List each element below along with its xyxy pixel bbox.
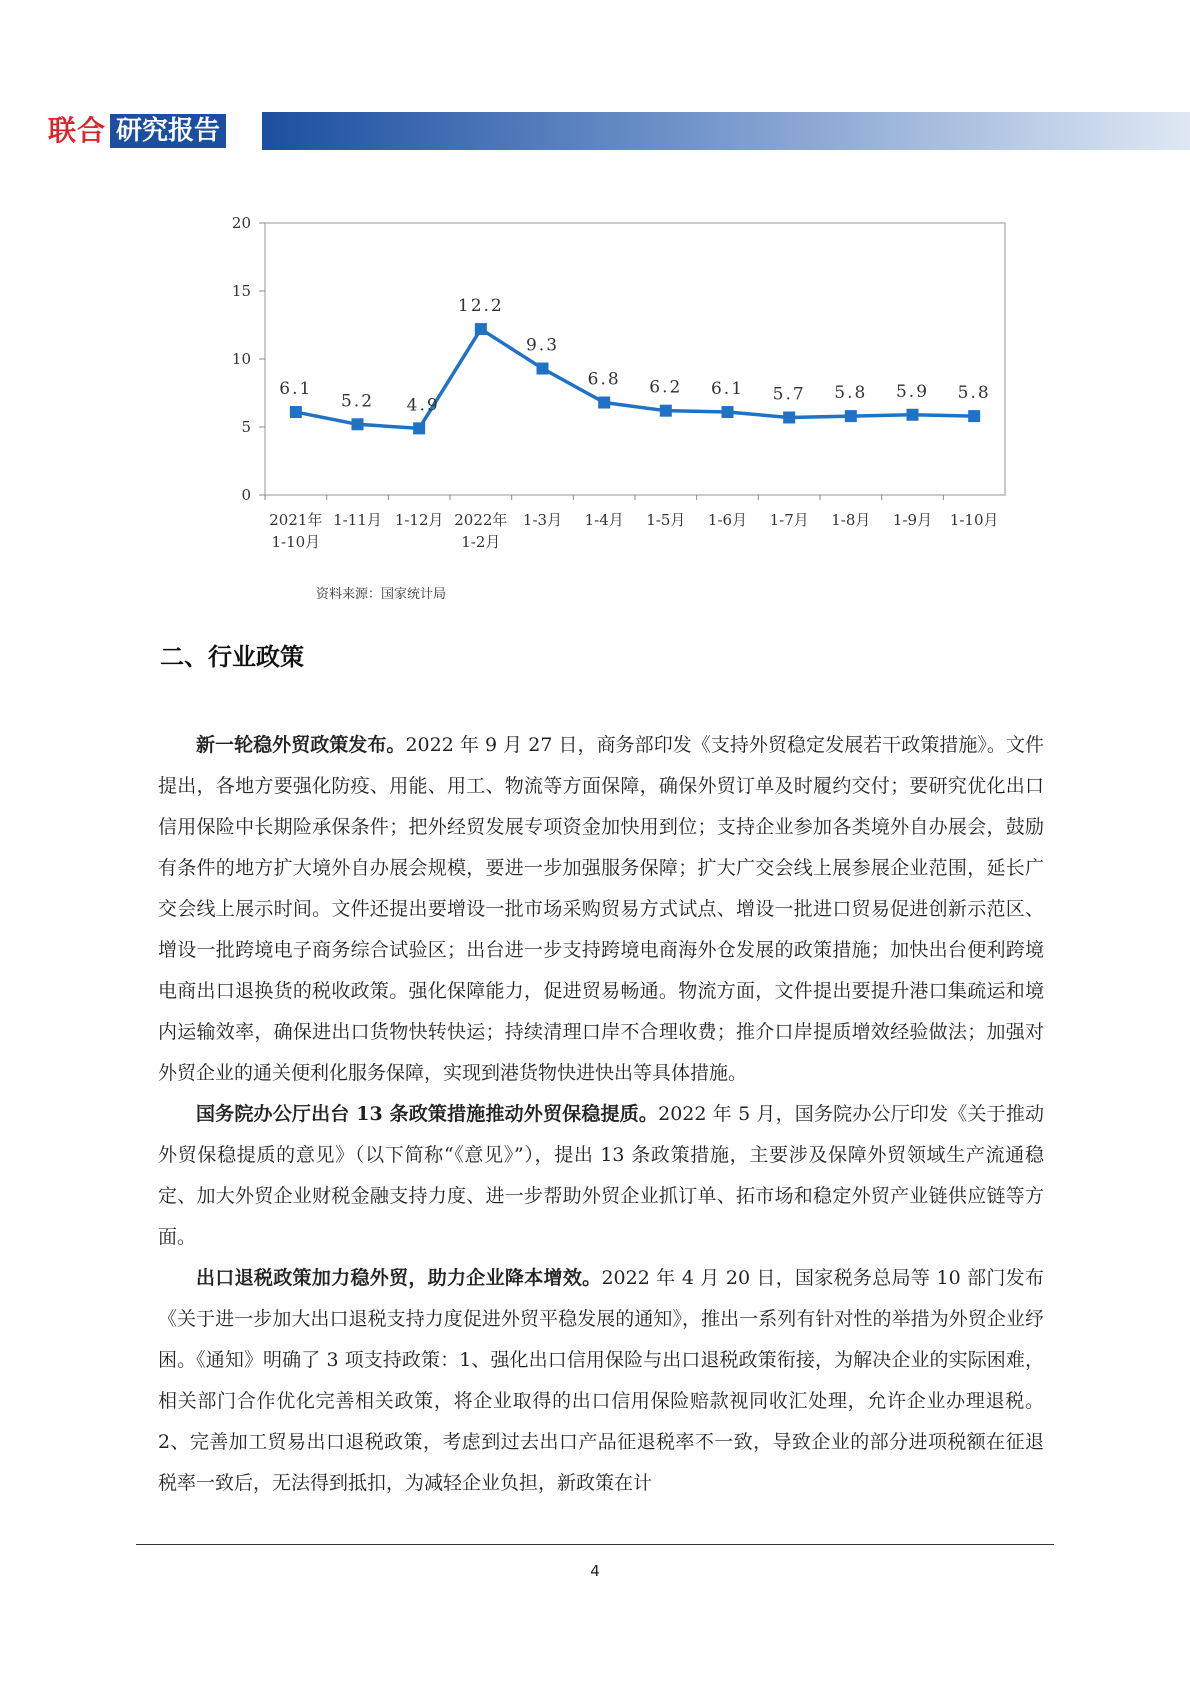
x-tick-label: 1-12月 [394,511,444,529]
export-growth-line-chart [210,205,999,565]
data-point [968,410,980,422]
paragraph-2-heading: 国务院办公厅出台 13 条政策措施推动外贸保稳提质。 [196,1103,659,1125]
brand-name-blue: 研究报告 [110,114,226,148]
page-number: 4 [590,1562,600,1580]
x-tick-label: 1-6月 [707,511,748,529]
footer-divider [136,1544,1054,1545]
chart-source-note: 资料来源：国家统计局 [316,587,447,602]
x-tick-label: 1-10月 [271,533,321,551]
data-label: 6.2 [649,377,683,398]
data-label: 12.2 [457,296,504,317]
body-text [158,725,1044,1504]
x-tick-label: 1-11月 [333,511,382,529]
x-tick-label: 1-9月 [892,511,933,529]
data-point [907,409,919,421]
x-tick-label: 1-4月 [584,511,624,529]
x-tick-label: 1-3月 [522,511,563,529]
x-tick-label: 1-10月 [949,511,999,529]
data-point [475,323,487,335]
x-tick-label: 2021年 [269,511,323,529]
section-title: 二、行业政策 [160,643,304,671]
report-header [48,112,1190,150]
data-label: 6.8 [587,369,621,390]
y-tick-label: 20 [231,214,251,232]
data-label: 9.3 [525,335,560,356]
paragraph-2 [158,1094,1044,1258]
data-label: 5.7 [772,384,806,405]
data-point [537,363,549,375]
data-point [413,422,425,434]
data-point [660,405,672,417]
data-point [783,411,795,423]
header-gradient-bar [262,112,1190,150]
x-tick-label: 1-7月 [769,511,809,529]
data-point [598,397,610,409]
data-point [290,406,302,418]
x-tick-label: 1-2月 [461,533,501,551]
data-point [352,418,364,430]
paragraph-1-text: 2022 年 9 月 27 日，商务部印发《支持外贸稳定发展若干政策措施》。文件提出，各地方要强化防疫、用能、用工、物流等方面保障，确保外贸订单及时履约交付；要研究优化出口信用保险中长期险承保条件；把外经贸发展专项资金加快用到位；支持企业参加各类境外自办展会，鼓励有条件的地方扩大境外自办展会规模，要进一步加强服务保障；扩大广交会线上展参展企业范围，延长广交会线上展示时间。文件还提出要增设一批市场采购贸易方式试点、增设一批进口贸易促进创新示范区、增设一批跨境电子商务综合试验区；出台进一步支持跨境电商海外仓发展的政策措施；加快出台便利跨境电商出口退换货的税收政策。强化保障能力，促进贸易畅通。物流方面，文件提出要提升港口集疏运和境内运输效率，确保进出口货物快转快运；持续清理口岸不合理收费；推介口岸提质增效经验做法；加强对外贸企业的通关便利化服务保障，实现到港货物快进快出等具体措施。 [158,734,1044,1084]
plot-frame [265,223,1005,495]
x-tick-label: 1-5月 [646,511,686,529]
y-tick-label: 10 [231,350,251,368]
x-tick-label: 2022年 [454,511,508,529]
data-point [722,406,734,418]
data-label: 5.8 [957,383,991,404]
y-tick-label: 5 [241,418,251,436]
paragraph-1-heading: 新一轮稳外贸政策发布。 [196,734,406,756]
paragraph-1 [158,725,1044,1094]
paragraph-3-text: 2022 年 4 月 20 日，国家税务总局等 10 部门发布《关于进一步加大出口退税支持力度促进外贸平稳发展的通知》，推出一系列有针对性的举措为外贸企业纾困。《通知》明确了 3 项支持政策：1、强化出口信用保险与出口退税政策衔接，为解决企业的实际困难，相关部门合作优化完善相关政策，将企业取得的出口信用保险赔款视同收汇处理，允许企业办理退税。2、完善加工贸易出口退税政策，考虑到过去出口产品征退税率不一致，导致企业的部分进项税额在征退税率一致后，无法得到抵扣，为减轻企业负担，新政策在计 [158,1267,1044,1494]
data-label: 4.9 [406,395,440,416]
data-label: 5.2 [340,391,375,412]
x-tick-label: 1-8月 [831,511,871,529]
data-point [845,410,857,422]
series-line [296,329,974,428]
data-label: 5.9 [895,381,930,402]
data-label: 5.8 [834,383,868,404]
paragraph-2-text: 2022 年 5 月，国务院办公厅印发《关于推动外贸保稳提质的意见》（以下简称“《意见》”），提出 13 条政策措施，主要涉及保障外贸领域生产流通稳定、加大外贸企业财税金融支持力度、进一步帮助外贸企业抓订单、拓市场和稳定外贸产业链供应链等方面。 [158,1103,1044,1248]
paragraph-3 [158,1258,1044,1504]
data-label: 6.1 [279,379,313,400]
y-tick-label: 0 [241,486,251,504]
data-label: 6.1 [710,379,745,400]
y-tick-label: 15 [231,282,251,300]
paragraph-3-heading: 出口退税政策加力稳外贸，助力企业降本增效。 [196,1267,602,1289]
brand-name-red: 联合 [48,114,107,147]
